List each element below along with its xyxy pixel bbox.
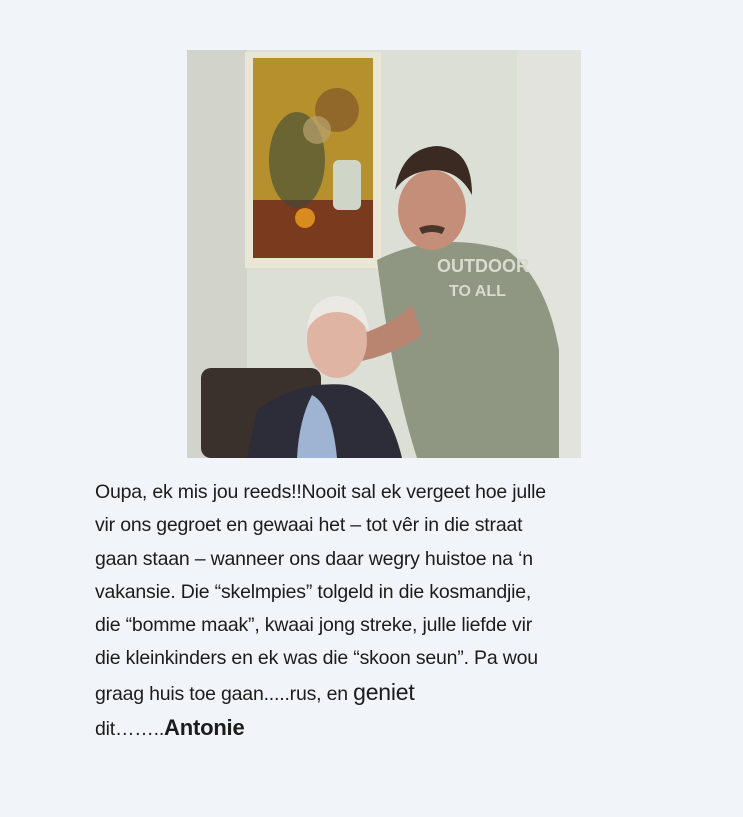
caption-line: die kleinkinders en ek was die “skoon seun”. Pa wou: [95, 647, 538, 670]
caption-text: [95, 476, 695, 746]
caption-line: [95, 676, 695, 711]
wall-painting: [245, 52, 381, 268]
caption-line: vir ons gegroet en gewaai het – tot vêr in die straat: [95, 514, 523, 537]
caption-line: Oupa, ek mis jou reeds!!Nooit sal ek vergeet hoe julle: [95, 481, 546, 503]
family-photo: [187, 50, 581, 458]
caption-line: [95, 711, 695, 746]
signature: Antonie: [164, 715, 245, 741]
svg-text:TO ALL: TO ALL: [449, 283, 506, 300]
caption-line-text: dit……..: [95, 718, 165, 741]
caption-line: gaan staan – wanneer ons daar wegry huistoe na ‘n: [95, 547, 533, 570]
caption-line-text: graag huis toe gaan.....rus, en: [95, 682, 354, 705]
caption-large-word: geniet: [353, 678, 415, 705]
caption-line: die “bomme maak”, kwaai jong streke, julle liefde vir: [95, 614, 532, 637]
shirt-print: OUTDOOR: [437, 256, 529, 276]
caption-line: vakansie. Die “skelmpies” tolgeld in die kosmandjie,: [95, 580, 532, 603]
